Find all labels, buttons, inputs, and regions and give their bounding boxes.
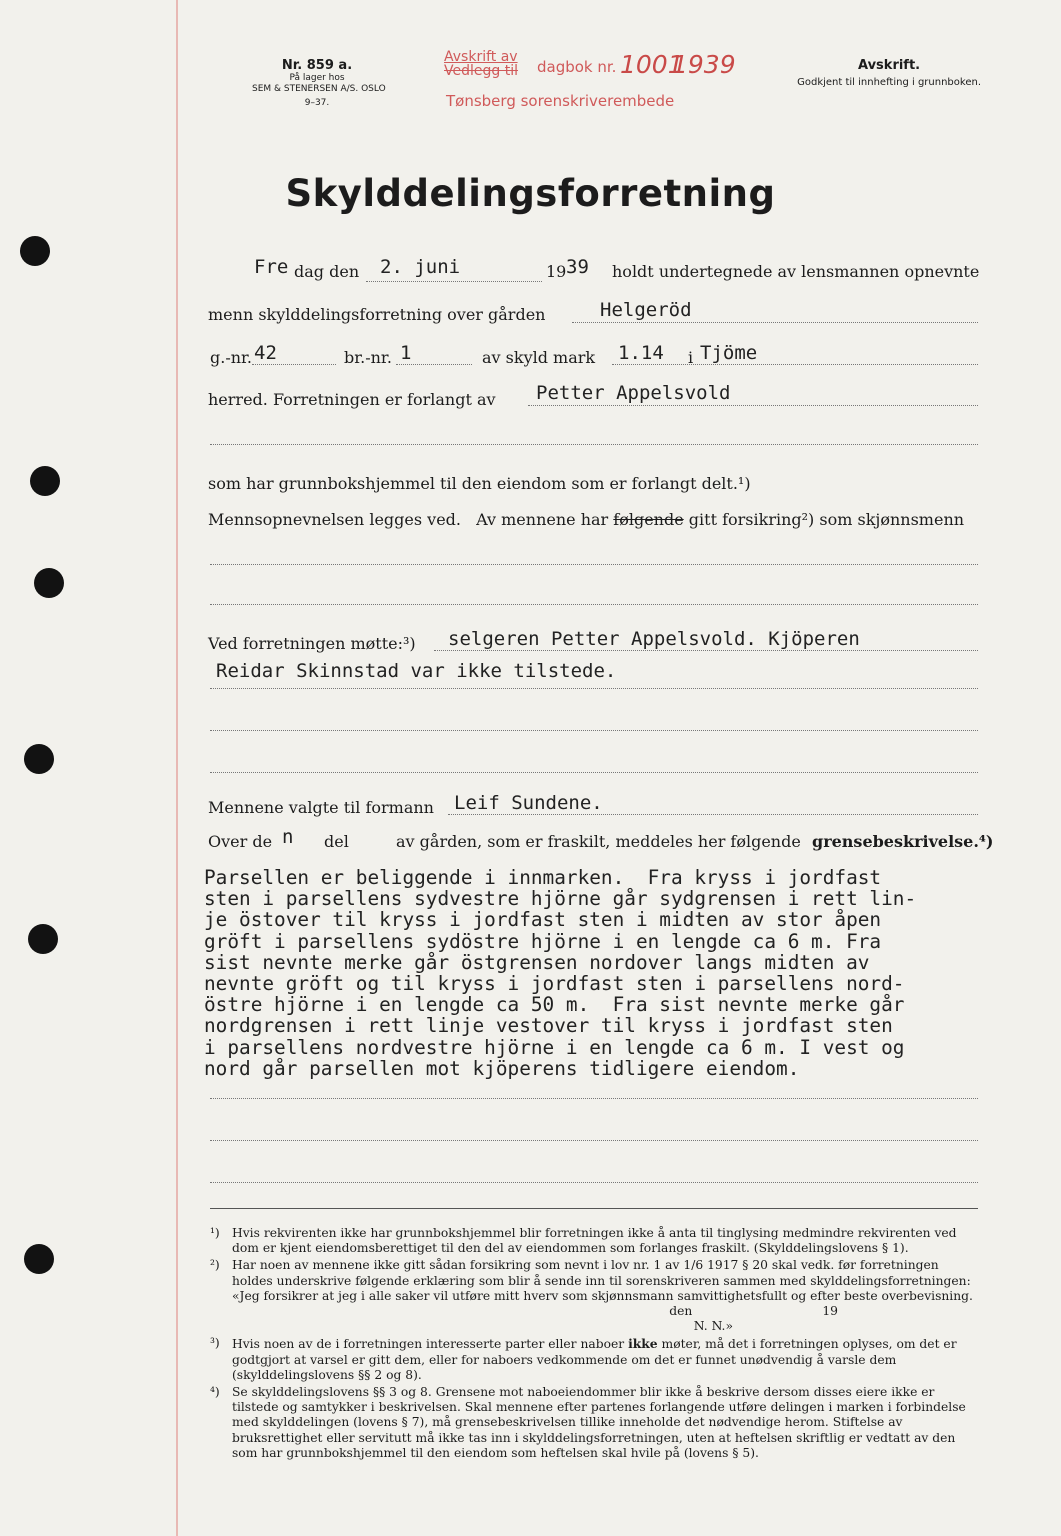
mote-line-2: Reidar Skinnstad var ikke tilstede.: [216, 660, 617, 682]
description-line: nord går parsellen mot kjöperens tidligere eiendom.: [204, 1056, 800, 1080]
description-line: gröft i parsellens sydöstre hjörne i en lengde ca 6 m. Fra: [204, 929, 882, 953]
footnote-marker: ⁴): [210, 1385, 220, 1400]
footnote-4: [210, 1385, 978, 1461]
fill-line: [366, 281, 542, 282]
footnote-year: 19: [822, 1304, 838, 1319]
skyld-value: 1.14: [618, 342, 664, 364]
footnote-marker: ²): [210, 1258, 220, 1273]
stamp-journal-number: 1001: [620, 50, 684, 79]
footnote-text: Hvis rekvirenten ikke har grunnbokshjemmel blir forretningen ikke å anta til tinglysing medmindre rekvirenten ved dom er kjent eiendomsberettiget til den del av eiendommen som forlanges fraskilt. (Skylddelingslovens § 1).: [232, 1226, 957, 1256]
punch-hole: [24, 1244, 54, 1274]
footnote-marker: ³): [210, 1336, 220, 1351]
description-line: östre hjörne i en lengde ca 50 m. Fra sist nevnte merke går: [204, 993, 905, 1017]
mote-line-1: selgeren Petter Appelsvold. Kjöperen: [448, 628, 860, 650]
footnote-1: [210, 1226, 978, 1256]
form-number-block: [252, 58, 386, 108]
footnotes: [210, 1226, 978, 1463]
footnote-marker: ¹): [210, 1226, 220, 1240]
stamp-avskrift: Avskrift av: [444, 49, 518, 65]
footnote-divider: [210, 1208, 978, 1209]
stamp-journal-year: 1939: [672, 50, 736, 79]
description-line: je östover til kryss i jordfast sten i midten av stor åpen: [204, 908, 882, 932]
footnote-2: [210, 1258, 978, 1334]
brnr-label: br.-nr.: [344, 348, 392, 367]
fill-line: [210, 1098, 978, 1099]
year-prefix: 19: [546, 262, 567, 281]
formann-name: Leif Sundene.: [454, 792, 603, 814]
municipality-value: Tjöme: [700, 342, 758, 364]
fill-line: [210, 772, 978, 773]
avskrift-label: Avskrift.: [857, 58, 921, 73]
approval-block: [797, 58, 981, 88]
fill-line: [210, 604, 978, 605]
publisher-name: SEM & STENERSEN A/S. OSLO: [252, 84, 386, 94]
stamp-court: Tønsberg sorenskriverembede: [446, 92, 675, 110]
footnote-text: Har noen av mennene ikke gitt sådan forsikring som nevnt i lov nr. 1 av 1/6 1917 § 20 skal vedk. før forretningen holdes underskrive følgende erklæring som blir å sende inn til sorenskriveren sammen med skylddelingsforretningen: «Jeg forsikrer at jeg i alle saker vil utføre mitt hverv som skjønnsmann samvittighetsfullt og efter beste overbevisning.: [232, 1258, 973, 1303]
fill-line: [210, 1140, 978, 1141]
punch-hole: [20, 236, 50, 266]
mote-label: Ved forretningen møtte:³): [208, 634, 416, 653]
fill-line: [396, 364, 472, 365]
fill-line: [210, 730, 978, 731]
approval-text: Godkjent til innhefting i grunnboken.: [797, 77, 981, 88]
mennsop-d: gitt forsikring²) som skjønnsmenn: [688, 510, 965, 529]
brnr-value: 1: [400, 342, 412, 364]
footnote-den: den: [669, 1304, 693, 1319]
year-value: 39: [566, 256, 589, 278]
footnote-3: [210, 1336, 978, 1383]
n-value: n: [282, 826, 294, 848]
fill-line: [612, 364, 978, 365]
gnr-value: 42: [254, 342, 277, 364]
herred-text: herred. Forretningen er forlangt av: [208, 390, 496, 409]
fill-line: [210, 444, 978, 445]
mennsop-a: Mennsopnevnelsen legges ved.: [208, 510, 461, 529]
description-line: nevnte gröft og til kryss i jordfast sten i parsellens nord-: [204, 972, 905, 996]
footnote-text: møter, må det i forretningen oplyses, om det er godtgjort at varsel er gitt dem, eller for naboers vedkommende om det er funnet unødvendig å varsle dem (skylddelingslovens §§ 2 og 8).: [232, 1337, 957, 1382]
mennsop-b: Av mennene har: [476, 510, 609, 529]
description-line: sist nevnte merke går östgrensen nordover langs midten av: [204, 950, 870, 974]
del-label: del: [324, 832, 349, 851]
description-line: nordgrensen i rett linje vestover til kryss i jordfast sten: [204, 1014, 893, 1038]
footnote-text: Hvis noen av de i forretningen interesserte parter eller naboer: [232, 1337, 625, 1352]
requester-name: Petter Appelsvold: [536, 382, 731, 404]
grunnbok-text: som har grunnbokshjemmel til den eiendom som er forlangt delt.¹): [208, 474, 751, 493]
footnote-ikke: ikke: [628, 1336, 658, 1352]
print-date: 9–37.: [304, 98, 330, 108]
footnote-text: Se skylddelingslovens §§ 3 og 8. Grensene mot naboeiendommer blir ikke å beskrive dersom disses eiere ikke er tilstede og samtykker i beskrivelsen. Skal mennene efter partenes forlangende utføre delingen i marken i forbindelse med skylddelingen (lovens § 7), må grensebeskrivelsen tillike inneholde det nødvendige herom. Stiftelse av bruksrettighet eller servitutt må ikke tas inn i skylddelingsforretningen, uten at heftelsen skriftlig er vedtatt av den som har grunnbokshjemmel til den eiendom som heftelsen skal hvile på (lovens § 5).: [232, 1385, 966, 1460]
fill-line: [210, 564, 978, 565]
fill-line: [448, 814, 978, 815]
over-de-label: Over de: [208, 832, 273, 851]
grense-label: grensebeskrivelse.⁴): [812, 832, 994, 851]
footnote-signature: N. N.»: [693, 1319, 733, 1334]
stamp-vedlegg: Vedlegg til: [444, 63, 518, 79]
mennsop-text: [208, 510, 964, 529]
fill-line: [528, 405, 978, 406]
fill-line: [210, 1182, 978, 1183]
description-line: i parsellens nordvestre hjörne i en lengde ca 6 m. I vest og: [204, 1035, 905, 1059]
form-number: Nr. 859 a.: [281, 58, 353, 73]
i-label: i: [688, 348, 694, 367]
formann-label: Mennene valgte til formann: [208, 798, 434, 817]
stamp-dagbok: dagbok nr.: [537, 58, 617, 76]
dag-den-label: dag den: [294, 262, 360, 281]
punch-hole: [30, 466, 60, 496]
gnr-label: g.-nr.: [210, 348, 253, 367]
date-value: 2. juni: [380, 256, 461, 278]
skyld-label: av skyld mark: [482, 348, 596, 367]
farm-name: Helgeröd: [600, 299, 692, 321]
fill-line: [252, 364, 336, 365]
punch-hole: [28, 924, 58, 954]
weekday-value: Fre: [254, 256, 289, 278]
menn-text: menn skylddelingsforretning over gården: [208, 305, 546, 324]
description-line: Parsellen er beliggende i innmarken. Fra kryss i jordfast: [204, 866, 882, 889]
fill-line: [434, 650, 978, 651]
punch-hole: [24, 744, 54, 774]
description-line: sten i parsellens sydvestre hjörne går sydgrensen i rett lin-: [204, 887, 917, 911]
fill-line: [210, 688, 978, 689]
publisher-line: På lager hos: [289, 73, 345, 83]
punch-hole: [34, 568, 64, 598]
margin-line: [176, 0, 178, 1536]
mennsop-struck: følgende: [613, 510, 684, 529]
document-title: Skylddelingsforretning: [285, 172, 776, 215]
holdt-text: holdt undertegnede av lensmannen opnevnte: [612, 262, 980, 281]
stamp-label-block: [444, 50, 518, 78]
over-rest-text: av gården, som er fraskilt, meddeles her følgende: [396, 832, 801, 851]
boundary-description: [204, 867, 916, 1079]
fill-line: [572, 322, 978, 323]
